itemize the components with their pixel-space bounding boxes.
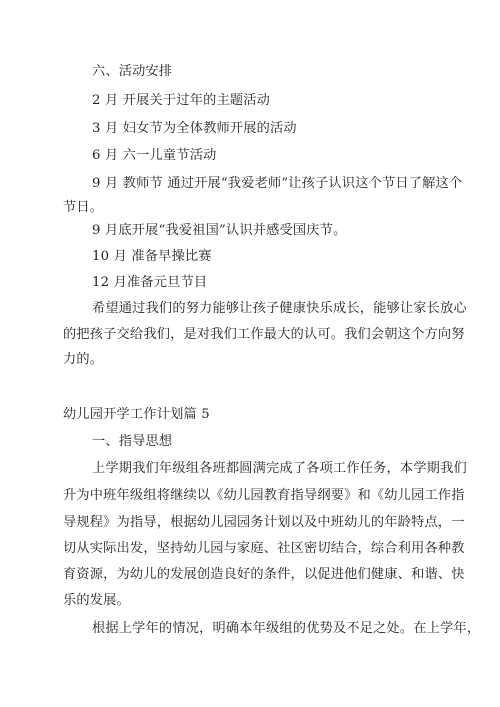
- section-heading-activity-plan: 六、活动安排: [92, 64, 173, 79]
- article-title: 幼儿园开学工作计划篇 5: [63, 407, 210, 422]
- activity-line-sep-end: 9 月底开展“我爱祖国”认识并感受国庆节。: [92, 223, 347, 238]
- closing-paragraph-line: 力的。: [63, 352, 104, 367]
- body-paragraph-line: 根据上学年的情况，明确本年级组的优势及不足之处。在上学年，: [92, 621, 481, 636]
- body-paragraph-line: 育资源，为幼儿的发展创造良好的条件，以促进他们健康、和谐、快: [63, 567, 465, 582]
- activity-line-dec: 12 月准备元旦节目: [92, 275, 208, 290]
- activity-line-mar: 3 月 妇女节为全体教师开展的活动: [92, 121, 297, 136]
- closing-paragraph-line: 希望通过我们的努力能够让孩子健康快乐成长，能够让家长放心: [92, 301, 467, 316]
- body-paragraph-line: 导规程》为指导，根据幼儿园园务计划以及中班幼儿的年龄特点，一: [63, 515, 465, 530]
- closing-paragraph-line: 的把孩子交给我们，是对我们工作最大的认可。我们会朝这个方向努: [63, 327, 465, 342]
- activity-line-sep: 9 月 教师节 通过开展“我爱老师”让孩子认识这个节日了解这个: [92, 176, 463, 191]
- activity-line-oct: 10 月 准备早操比赛: [92, 249, 212, 264]
- activity-line-jun: 6 月 六一儿童节活动: [92, 148, 217, 163]
- activity-line-sep-cont: 节日。: [63, 200, 104, 215]
- body-paragraph-line: 升为中班年级组将继续以《幼儿园教育指导纲要》和《幼儿园工作指: [63, 488, 465, 503]
- activity-line-feb: 2 月 开展关于过年的主题活动: [92, 93, 271, 108]
- body-paragraph-line: 乐的发展。: [63, 593, 130, 608]
- section-heading-guiding-thought: 一、指导思想: [92, 434, 173, 449]
- body-paragraph-line: 切从实际出发，坚持幼儿园与家庭、社区密切结合，综合利用各种教: [63, 541, 465, 556]
- body-paragraph-line: 上学期我们年级组各班都圆满完成了各项工作任务，本学期我们: [92, 461, 467, 476]
